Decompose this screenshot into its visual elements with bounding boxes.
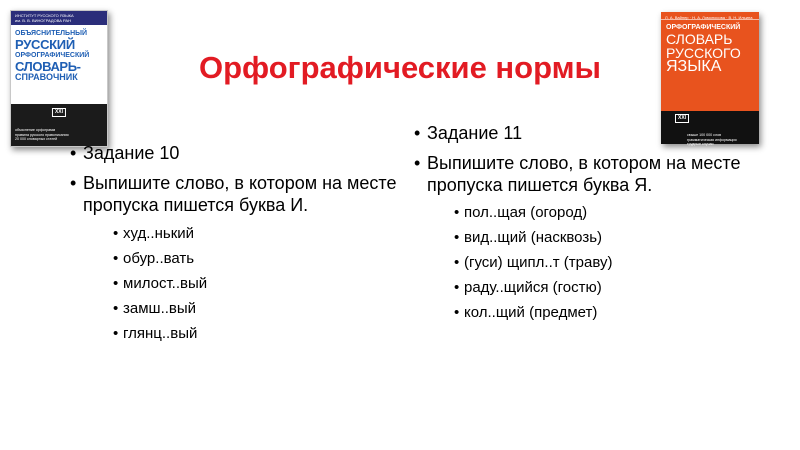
task-11-column bbox=[414, 122, 754, 330]
cover-authors: Л. А. Вайнер · Н. А. Ломоносова · В. Н. Ильина bbox=[661, 12, 759, 20]
cover-title-line: ЯЗЫКА bbox=[666, 58, 722, 75]
cover-badge: XXI bbox=[675, 114, 689, 123]
word-list bbox=[83, 225, 400, 343]
task-heading: • Задание 11 bbox=[414, 122, 754, 144]
word-item: • пол..щая (огород) bbox=[454, 204, 754, 222]
word-item: • милост..вый bbox=[113, 275, 400, 293]
task-11-list bbox=[414, 122, 754, 322]
cover-publisher-band: ИНСТИТУТ РУССКОГО ЯЗЫКА им. В. В. ВИНОГРАДОВА РАН bbox=[11, 11, 107, 25]
cover-title-line: РУССКОГО bbox=[666, 45, 741, 61]
cover-bottom-text: свыше 100 000 слов грамматическая информация трудные случаи bbox=[687, 133, 737, 147]
task-10-column bbox=[70, 142, 400, 351]
cover-title-line: ОБЪЯСНИТЕЛЬНЫЙ bbox=[15, 30, 88, 37]
task-instruction bbox=[70, 172, 400, 343]
cover-title-line: ОРФОГРАФИЧЕСКИЙ bbox=[666, 24, 741, 31]
word-item: • кол..щий (предмет) bbox=[454, 304, 754, 322]
cover-bottom-band bbox=[11, 104, 107, 146]
word-item: • глянц..вый bbox=[113, 325, 400, 343]
task-10-list bbox=[70, 142, 400, 343]
word-item: • худ..нький bbox=[113, 225, 400, 243]
word-item: • обур..вать bbox=[113, 250, 400, 268]
cover-title-line: ОРФОГРАФИЧЕСКИЙ bbox=[15, 52, 90, 59]
cover-title-line: СЛОВАРЬ- bbox=[15, 59, 81, 74]
cover-badge: XXI bbox=[52, 108, 66, 117]
word-item: • замш..вый bbox=[113, 300, 400, 318]
cover-title-line: СПРАВОЧНИК bbox=[15, 72, 78, 82]
cover-title-line: РУССКИЙ bbox=[15, 37, 75, 52]
task-instruction-text: Выпишите слово, в котором на месте пропуска пишется буква Я. bbox=[427, 153, 741, 195]
cover-title-line: СЛОВАРЬ bbox=[666, 31, 733, 47]
word-item: • вид..щий (насквозь) bbox=[454, 229, 754, 247]
slide-title: Орфографические нормы bbox=[198, 50, 602, 85]
word-list bbox=[427, 204, 754, 322]
task-heading: • Задание 10 bbox=[70, 142, 400, 164]
word-item: • (гуси) щипл..т (траву) bbox=[454, 254, 754, 272]
cover-bottom-text: объяснение орфограмм правила русского правописания 20 000 словарных статей bbox=[15, 128, 69, 142]
task-instruction-text: Выпишите слово, в котором на месте пропуска пишется буква И. bbox=[83, 173, 397, 215]
word-item: • раду..щийся (гостю) bbox=[454, 279, 754, 297]
task-instruction bbox=[414, 152, 754, 322]
